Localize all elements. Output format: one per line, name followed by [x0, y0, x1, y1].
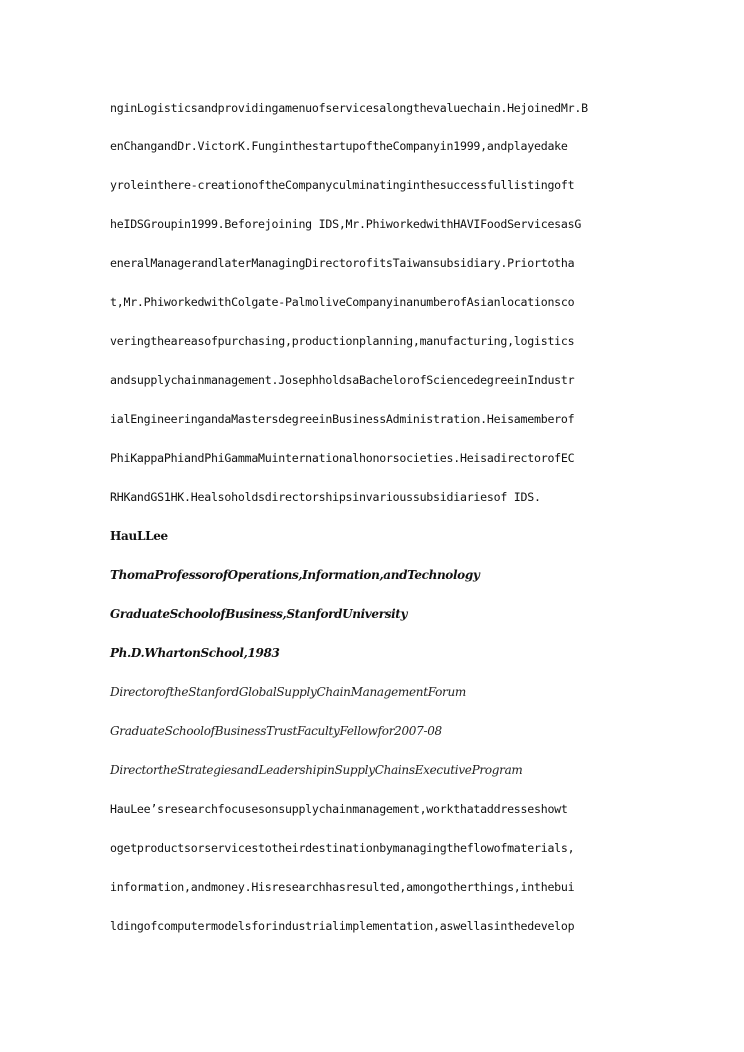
paragraph-line: eneralManagerandlaterManagingDirectorofitsTaiwansubsidiary.Priortotha [110, 256, 575, 270]
professor-title: ThomaProfessorofOperations,Information,andTechnology [110, 568, 480, 582]
paragraph-line: andsupplychainmanagement.JosephholdsaBachelorofSciencedegreeinIndustr [110, 373, 575, 387]
paragraph-line: t,Mr.PhiworkedwithColgate-PalmoliveCompanyinanumberofAsianlocationsco [110, 295, 575, 309]
paragraph-line: ialEngineeringandaMastersdegreeinBusinessAdministration.Heisamemberof [110, 412, 575, 426]
paragraph-line: information,andmoney.Hisresearchhasresulted,amongotherthings,inthebui [110, 880, 575, 894]
paragraph-line: nginLogisticsandprovidingamenuofservicesalongthevaluechain.HejoinedMr.B [110, 101, 588, 115]
paragraph-line: RHKandGS1HK.Healsoholdsdirectorshipsinvarioussubsidiariesof IDS. [110, 490, 541, 504]
paragraph-line: HauLee’sresearchfocusesonsupplychainmanagement,workthataddresseshowt [110, 802, 568, 816]
degree-title: Ph.D.WhartonSchool,1983 [110, 646, 280, 660]
person-name-heading: HauLLee [110, 529, 168, 543]
paragraph-line: enChangandDr.VictorK.FunginthestartupoftheCompanyin1999,andplayedake [110, 139, 568, 153]
paragraph-line: heIDSGroupin1999.Beforejoining IDS,Mr.PhiworkedwithHAVIFoodServicesasG [110, 217, 582, 231]
paragraph-line: ogetproductsorservicestotheirdestinationbymanagingtheflowofmaterials, [110, 841, 575, 855]
school-title: GraduateSchoolofBusiness,StanfordUniversity [110, 607, 408, 621]
paragraph-line: PhiKappaPhiandPhiGammaMuinternationalhonorsocieties.HeisadirectorofEC [110, 451, 575, 465]
role-line: GraduateSchoolofBusinessTrustFacultyFellowfor2007-08 [110, 724, 442, 738]
paragraph-line: ldingofcomputermodelsforindustrialimplementation,aswellasinthedevelop [110, 919, 575, 933]
role-line: DirectortheStrategiesandLeadershipinSupplyChainsExecutiveProgram [110, 763, 523, 777]
paragraph-line: yroleinthere-creationoftheCompanyculminatinginthesuccessfullistingoft [110, 178, 575, 192]
paragraph-line: veringtheareasofpurchasing,productionplanning,manufacturing,logistics [110, 334, 575, 348]
role-line: DirectoroftheStanfordGlobalSupplyChainManagementForum [110, 685, 466, 699]
